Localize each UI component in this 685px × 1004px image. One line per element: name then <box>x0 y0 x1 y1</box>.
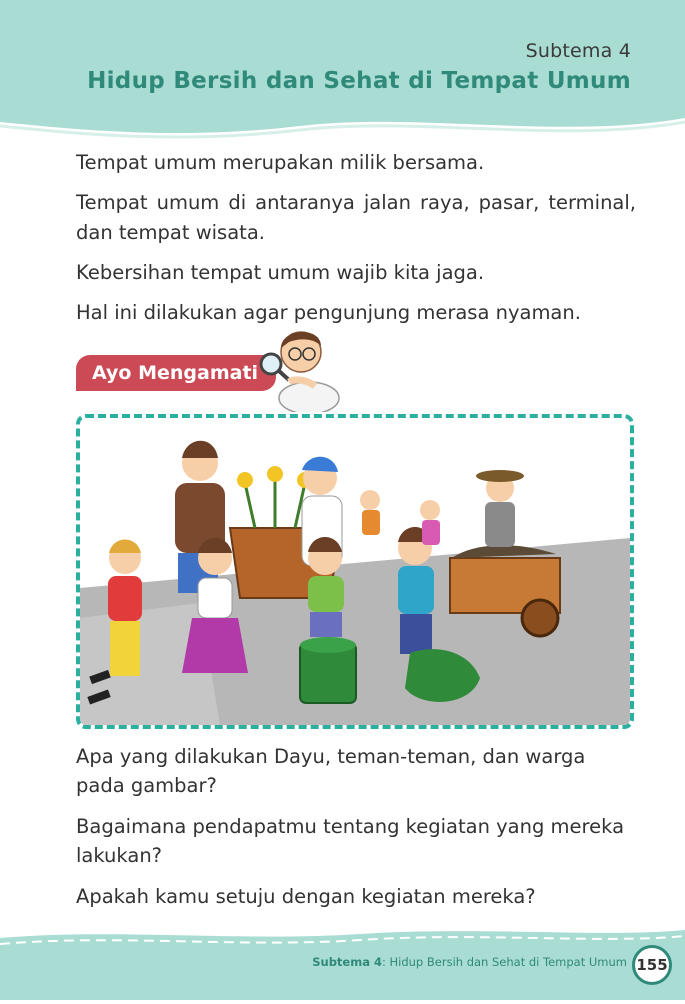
footer-title: : Hidup Bersih dan Sehat di Tempat Umum <box>381 955 627 969</box>
page-title: Hidup Bersih dan Sehat di Tempat Umum <box>87 68 631 94</box>
cleaning-public-place-illustration <box>80 418 630 725</box>
question-item: Bagaimana pendapatmu tentang kegiatan yang mereka lakukan? <box>76 815 625 867</box>
footer-subtheme: Subtema 4 <box>312 955 382 969</box>
footer-caption <box>312 955 627 969</box>
intro-paragraph: Tempat umum di antaranya jalan raya, pasar, terminal, dan tempat wisata. <box>76 191 636 244</box>
question-item: Apakah kamu setuju dengan kegiatan mereka? <box>76 885 536 908</box>
boy-magnifier-icon <box>259 320 349 412</box>
intro-paragraph: Kebersihan tempat umum wajib kita jaga. <box>76 261 485 284</box>
illustration-frame <box>76 414 634 729</box>
subtheme-label: Subtema 4 <box>525 40 631 62</box>
question-item: Apa yang dilakukan Dayu, teman-teman, dan warga pada gambar? <box>76 745 586 797</box>
intro-paragraph: Tempat umum merupakan milik bersama. <box>76 151 485 174</box>
page-number: 155 <box>632 945 672 985</box>
intro-paragraph: Hal ini dilakukan agar pengunjung merasa nyaman. <box>76 301 581 324</box>
activity-header <box>76 320 356 412</box>
intro-text <box>76 148 636 338</box>
activity-badge: Ayo Mengamati <box>76 355 276 391</box>
question-list <box>76 742 636 923</box>
